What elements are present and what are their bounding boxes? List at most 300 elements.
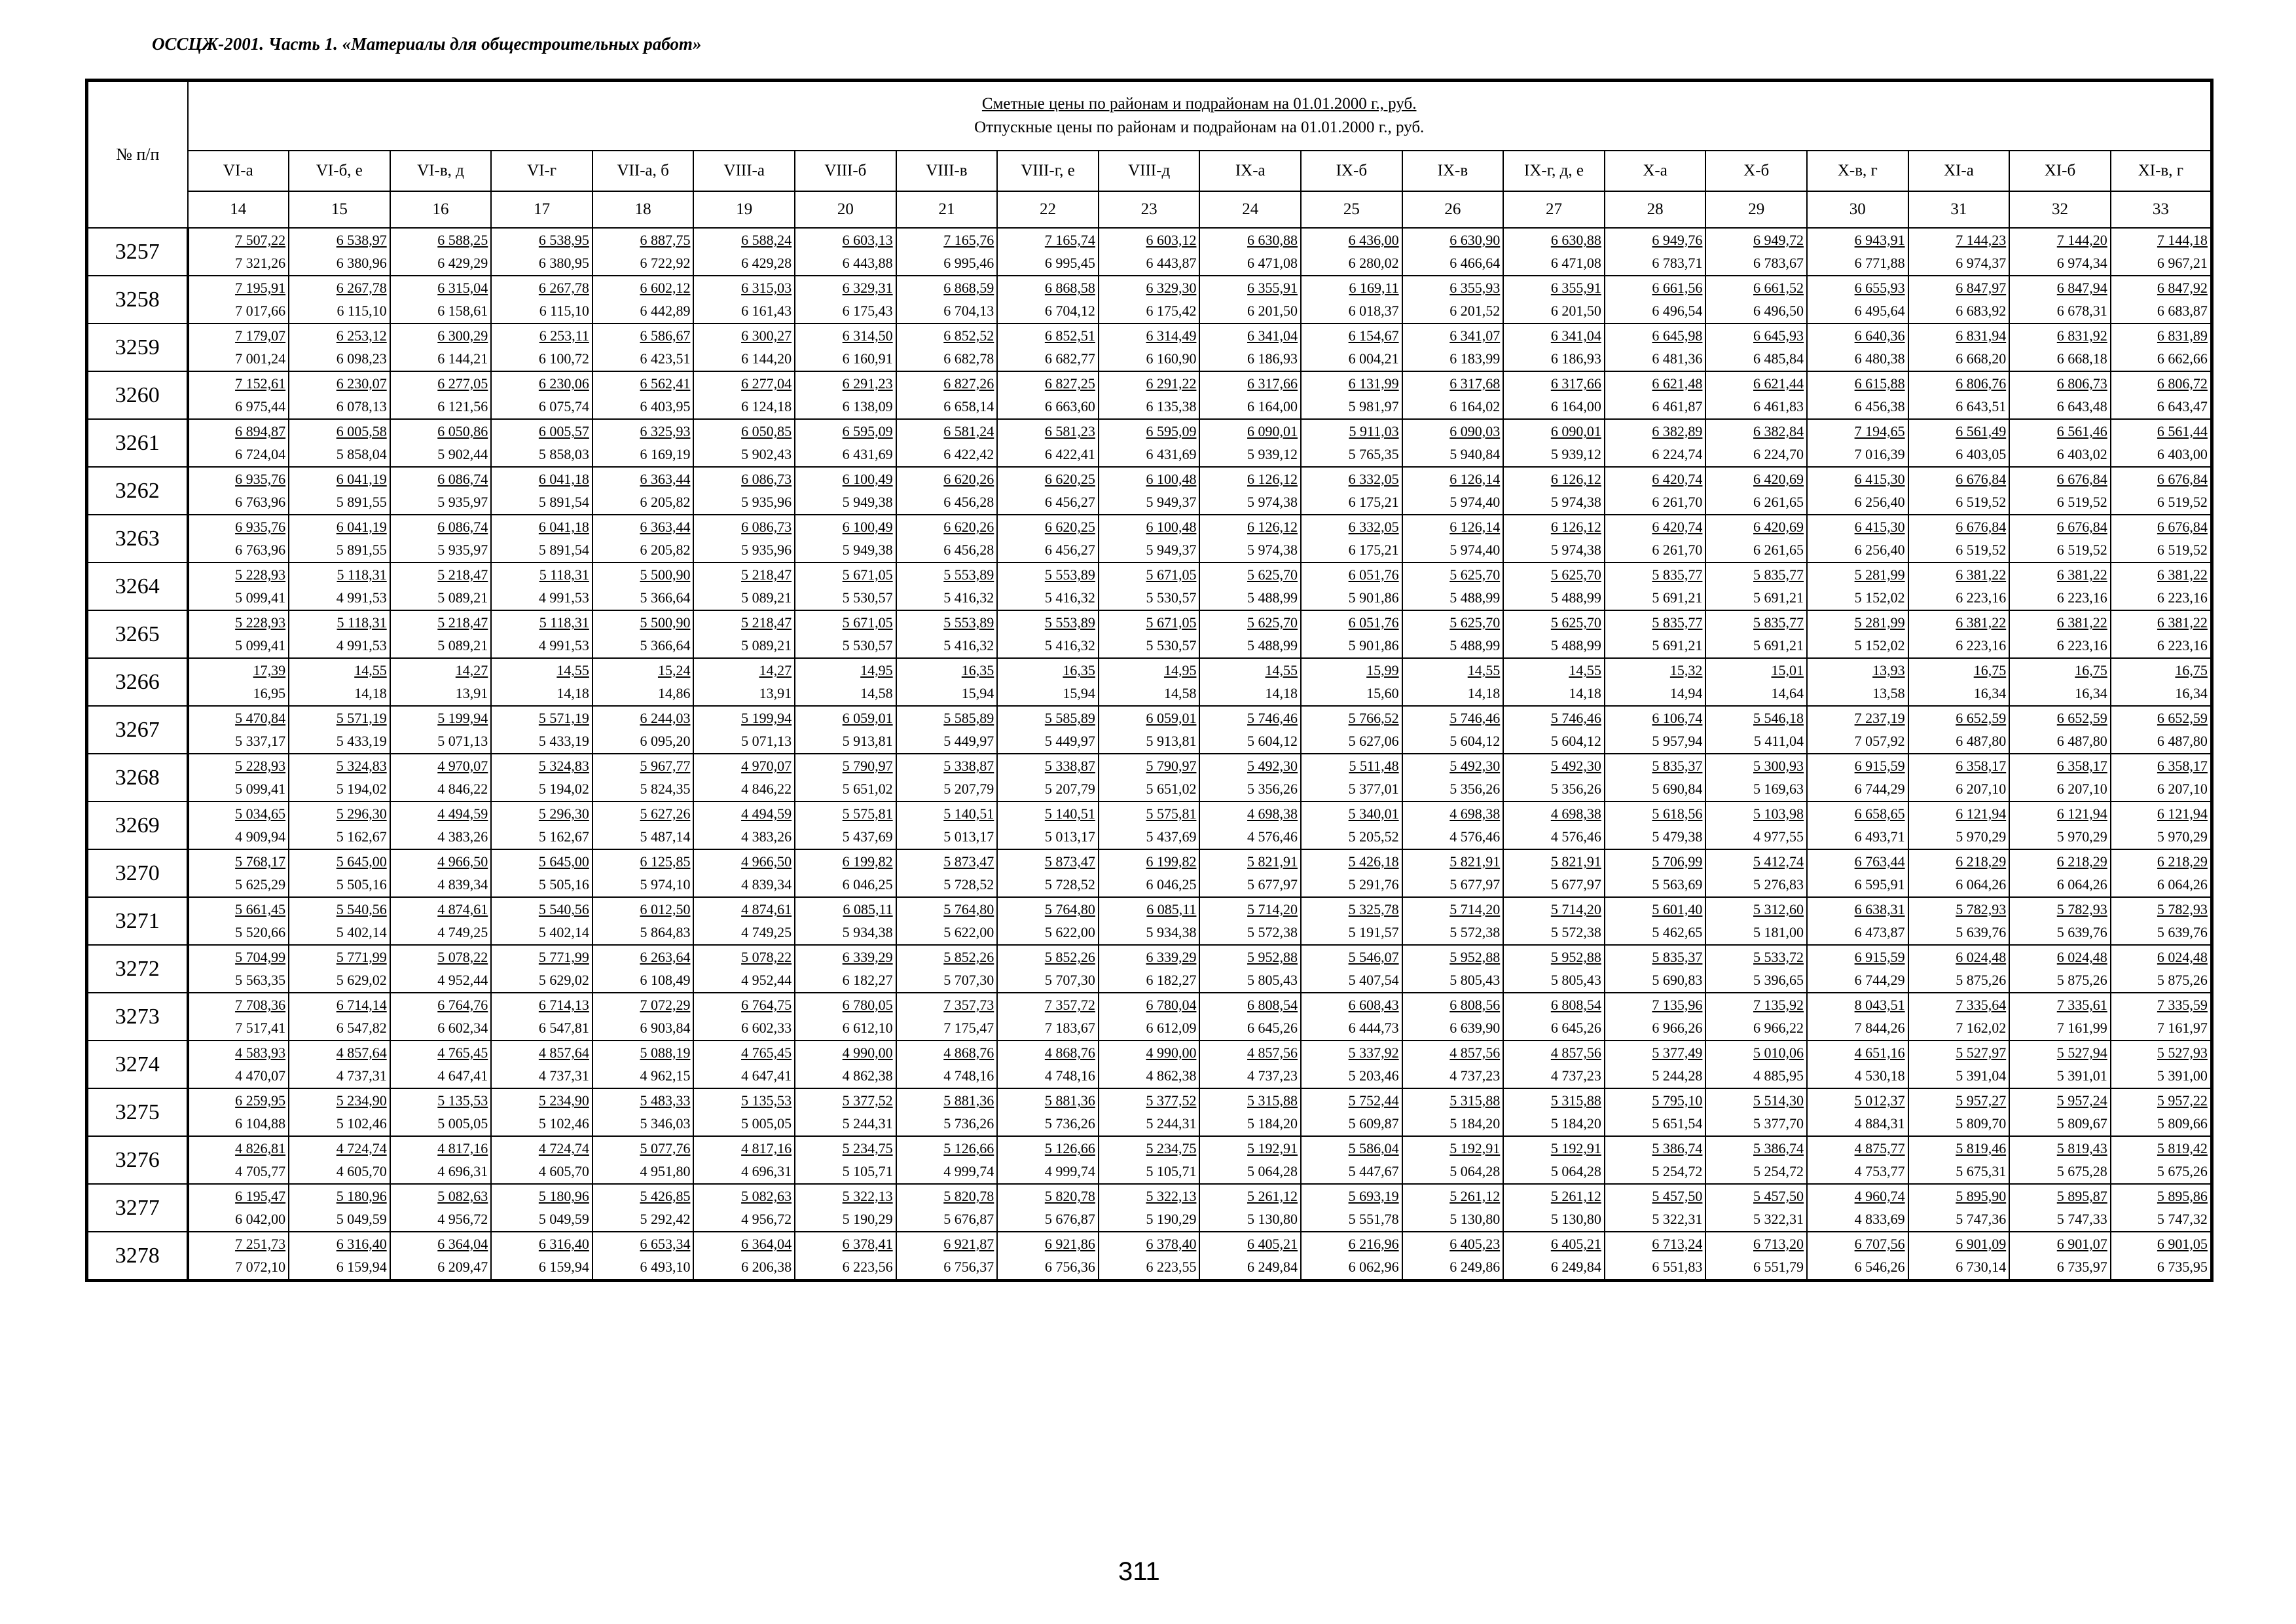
wholesale-price: 5 651,02 xyxy=(1146,781,1197,797)
column-number: 32 xyxy=(2009,191,2111,228)
estimated-price: 5 337,92 xyxy=(1348,1044,1399,1061)
estimated-price: 5 645,00 xyxy=(336,853,387,870)
price-cell xyxy=(1605,1088,1706,1136)
price-cell xyxy=(1807,802,1908,849)
estimated-price: 6 852,51 xyxy=(1044,327,1095,344)
wholesale-price: 5 970,29 xyxy=(1956,828,2007,845)
row-number: 3264 xyxy=(87,563,188,610)
estimated-price: 6 358,17 xyxy=(1956,758,2007,774)
estimated-price: 6 405,21 xyxy=(1247,1236,1298,1252)
estimated-price: 6 121,94 xyxy=(2157,805,2208,822)
wholesale-price: 14,58 xyxy=(1163,685,1197,701)
price-cell xyxy=(795,467,896,515)
price-cell xyxy=(491,371,592,419)
estimated-price: 6 620,25 xyxy=(1044,471,1095,487)
row-number: 3257 xyxy=(87,228,188,276)
wholesale-price: 5 675,31 xyxy=(1956,1163,2007,1179)
estimated-price: 6 676,84 xyxy=(2157,471,2208,487)
wholesale-price: 5 130,80 xyxy=(1247,1211,1298,1227)
wholesale-price: 6 104,88 xyxy=(235,1115,286,1132)
estimated-price: 5 140,51 xyxy=(1044,805,1095,822)
estimated-price: 5 911,03 xyxy=(1349,423,1399,439)
wholesale-price: 5 691,21 xyxy=(1652,637,1703,654)
price-cell xyxy=(1503,802,1605,849)
wholesale-price: 5 805,43 xyxy=(1550,972,1601,988)
price-cell xyxy=(1402,897,1504,945)
region-header: VIII-д xyxy=(1099,151,1200,191)
price-cell xyxy=(1402,515,1504,563)
estimated-price: 6 561,49 xyxy=(1956,423,2007,439)
estimated-price: 5 957,27 xyxy=(1956,1092,2007,1109)
row-number: 3273 xyxy=(87,993,188,1041)
column-number: 25 xyxy=(1301,191,1402,228)
price-cell xyxy=(390,276,492,323)
wholesale-price: 5 622,00 xyxy=(943,924,994,940)
price-cell xyxy=(289,563,390,610)
price-cell xyxy=(390,658,492,706)
estimated-price: 5 228,93 xyxy=(235,758,286,774)
estimated-price: 6 126,12 xyxy=(1247,471,1298,487)
price-cell xyxy=(188,610,289,658)
estimated-price: 6 050,85 xyxy=(741,423,792,439)
estimated-price: 6 051,76 xyxy=(1348,614,1399,631)
estimated-price: 6 363,44 xyxy=(640,471,691,487)
wholesale-price: 5 402,14 xyxy=(336,924,387,940)
estimated-price: 6 358,17 xyxy=(2056,758,2107,774)
estimated-price: 5 140,51 xyxy=(943,805,994,822)
wholesale-price: 6 207,10 xyxy=(1956,781,2007,797)
price-cell xyxy=(1605,945,1706,993)
price-cell xyxy=(188,1184,289,1232)
estimated-price: 6 126,12 xyxy=(1247,519,1298,535)
price-cell xyxy=(592,467,694,515)
wholesale-price: 4 576,46 xyxy=(1247,828,1298,845)
price-cell xyxy=(1199,419,1301,467)
price-cell xyxy=(1199,323,1301,371)
estimated-price: 6 300,29 xyxy=(437,327,488,344)
wholesale-price: 4 862,38 xyxy=(842,1067,893,1084)
wholesale-price: 5 292,42 xyxy=(640,1211,691,1227)
wholesale-price: 6 485,84 xyxy=(1753,350,1804,367)
estimated-price: 6 126,14 xyxy=(1449,471,1501,487)
estimated-price: 6 949,72 xyxy=(1753,232,1804,248)
wholesale-price: 6 280,02 xyxy=(1348,255,1399,271)
estimated-price: 6 420,69 xyxy=(1753,471,1804,487)
estimated-price: 5 281,99 xyxy=(1854,614,1905,631)
estimated-price: 6 041,18 xyxy=(538,519,589,535)
estimated-price: 5 533,72 xyxy=(1753,949,1804,965)
estimated-price: 6 831,94 xyxy=(1956,327,2007,344)
price-cell xyxy=(2009,610,2111,658)
wholesale-price: 6 160,90 xyxy=(1146,350,1197,367)
price-cell xyxy=(997,228,1099,276)
price-cell xyxy=(1301,802,1402,849)
wholesale-price: 5 013,17 xyxy=(1044,828,1095,845)
wholesale-price: 4 647,41 xyxy=(741,1067,792,1084)
estimated-price: 5 457,50 xyxy=(1753,1188,1804,1204)
estimated-price: 6 363,44 xyxy=(640,519,691,535)
wholesale-price: 5 130,80 xyxy=(1449,1211,1501,1227)
price-cell xyxy=(896,754,998,802)
estimated-price: 6 562,41 xyxy=(640,375,691,392)
price-cell xyxy=(1301,1041,1402,1088)
estimated-price: 5 234,90 xyxy=(538,1092,589,1109)
region-header: XI-в, г xyxy=(2111,151,2212,191)
region-header-row xyxy=(87,151,2212,191)
estimated-price: 6 090,01 xyxy=(1550,423,1601,439)
wholesale-price: 6 256,40 xyxy=(1854,494,1905,510)
estimated-price: 6 676,84 xyxy=(2157,519,2208,535)
wholesale-price: 6 224,74 xyxy=(1652,446,1703,462)
wholesale-price: 6 201,50 xyxy=(1247,303,1298,319)
price-cell xyxy=(1605,228,1706,276)
estimated-price: 4 724,74 xyxy=(538,1140,589,1156)
estimated-price: 5 618,56 xyxy=(1652,805,1703,822)
wholesale-price: 4 605,70 xyxy=(538,1163,589,1179)
wholesale-price: 5 505,16 xyxy=(336,876,387,893)
wholesale-price: 5 765,35 xyxy=(1348,446,1399,462)
price-cell xyxy=(491,610,592,658)
wholesale-price: 6 380,96 xyxy=(336,255,387,271)
estimated-price: 7 194,65 xyxy=(1854,423,1905,439)
estimated-price: 5 746,46 xyxy=(1247,710,1298,726)
wholesale-price: 6 643,48 xyxy=(2056,398,2107,415)
wholesale-price: 5 205,52 xyxy=(1348,828,1399,845)
column-number: 20 xyxy=(795,191,896,228)
price-cell xyxy=(188,1232,289,1281)
estimated-price: 5 714,20 xyxy=(1449,901,1501,917)
estimated-price: 6 676,84 xyxy=(1956,471,2007,487)
price-cell xyxy=(2111,228,2212,276)
price-cell xyxy=(289,706,390,754)
estimated-price: 5 625,70 xyxy=(1449,614,1501,631)
price-cell xyxy=(693,371,795,419)
price-cell xyxy=(1099,658,1200,706)
estimated-price: 5 340,01 xyxy=(1348,805,1399,822)
estimated-price: 7 195,91 xyxy=(235,280,286,296)
wholesale-price: 5 935,97 xyxy=(437,542,488,558)
wholesale-price: 5 462,65 xyxy=(1652,924,1703,940)
wholesale-price: 6 683,87 xyxy=(2157,303,2208,319)
wholesale-price: 6 098,23 xyxy=(336,350,387,367)
estimated-price: 6 658,65 xyxy=(1854,805,1905,822)
estimated-price: 5 957,24 xyxy=(2056,1092,2107,1109)
wholesale-price: 6 487,80 xyxy=(1956,733,2007,749)
estimated-price: 6 012,50 xyxy=(640,901,691,917)
wholesale-price: 5 639,76 xyxy=(2157,924,2208,940)
estimated-price: 5 967,77 xyxy=(640,758,691,774)
wholesale-price: 5 651,02 xyxy=(842,781,893,797)
wholesale-price: 5 875,26 xyxy=(1956,972,2007,988)
wholesale-price: 5 809,66 xyxy=(2157,1115,2208,1132)
price-cell xyxy=(1605,276,1706,323)
price-cell xyxy=(2009,563,2111,610)
wholesale-price: 5 184,20 xyxy=(1449,1115,1501,1132)
table-row xyxy=(87,276,2212,323)
estimated-price: 6 652,59 xyxy=(2157,710,2208,726)
estimated-price: 5 527,93 xyxy=(2157,1044,2208,1061)
price-cell xyxy=(188,658,289,706)
price-cell xyxy=(1402,706,1504,754)
wholesale-price: 7 161,97 xyxy=(2157,1020,2208,1036)
price-cell xyxy=(1402,1232,1504,1281)
estimated-price: 5 895,90 xyxy=(1956,1188,2007,1204)
wholesale-price: 6 975,44 xyxy=(235,398,286,415)
wholesale-price: 5 346,03 xyxy=(640,1115,691,1132)
price-cell xyxy=(2111,1088,2212,1136)
price-cell xyxy=(1908,945,2010,993)
price-cell xyxy=(1099,467,1200,515)
price-cell xyxy=(1099,1136,1200,1184)
estimated-price: 5 281,99 xyxy=(1854,566,1905,583)
estimated-price: 6 764,75 xyxy=(741,997,792,1013)
wholesale-price: 6 704,13 xyxy=(943,303,994,319)
estimated-price: 5 180,96 xyxy=(336,1188,387,1204)
estimated-price: 6 676,84 xyxy=(2056,519,2107,535)
estimated-price: 6 100,49 xyxy=(842,519,893,535)
price-cell xyxy=(1807,515,1908,563)
price-cell xyxy=(795,658,896,706)
wholesale-price: 5 433,19 xyxy=(336,733,387,749)
price-cell xyxy=(592,371,694,419)
wholesale-price: 5 974,38 xyxy=(1247,542,1298,558)
price-cell xyxy=(188,706,289,754)
table-title xyxy=(188,81,2212,151)
estimated-price: 6 332,05 xyxy=(1348,471,1399,487)
estimated-price: 6 314,50 xyxy=(842,327,893,344)
price-cell xyxy=(1807,1041,1908,1088)
price-cell xyxy=(795,1088,896,1136)
price-cell xyxy=(1199,563,1301,610)
wholesale-price: 4 846,22 xyxy=(437,781,488,797)
price-cell xyxy=(997,754,1099,802)
wholesale-price: 4 999,74 xyxy=(1044,1163,1095,1179)
price-cell xyxy=(1199,802,1301,849)
price-cell xyxy=(592,563,694,610)
wholesale-price: 4 737,31 xyxy=(336,1067,387,1084)
estimated-price: 6 329,31 xyxy=(842,280,893,296)
price-cell xyxy=(289,1136,390,1184)
price-cell xyxy=(390,1232,492,1281)
estimated-price: 6 943,91 xyxy=(1854,232,1905,248)
price-cell xyxy=(1301,1136,1402,1184)
estimated-price: 4 765,45 xyxy=(741,1044,792,1061)
price-cell xyxy=(1402,1041,1504,1088)
wholesale-price: 5 244,31 xyxy=(1146,1115,1197,1132)
wholesale-price: 6 223,16 xyxy=(2056,589,2107,606)
price-cell xyxy=(491,1184,592,1232)
wholesale-price: 6 108,49 xyxy=(640,972,691,988)
wholesale-price: 5 488,99 xyxy=(1449,589,1501,606)
price-cell xyxy=(1402,993,1504,1041)
price-cell xyxy=(997,323,1099,371)
estimated-price: 6 085,11 xyxy=(1146,901,1197,917)
price-cell xyxy=(997,467,1099,515)
estimated-price: 5 546,07 xyxy=(1348,949,1399,965)
wholesale-price: 5 690,83 xyxy=(1652,972,1703,988)
column-number: 33 xyxy=(2111,191,2212,228)
wholesale-price: 4 885,95 xyxy=(1753,1067,1804,1084)
price-cell xyxy=(1605,323,1706,371)
wholesale-price: 14,94 xyxy=(1669,685,1703,701)
estimated-price: 5 199,94 xyxy=(741,710,792,726)
wholesale-price: 5 629,02 xyxy=(538,972,589,988)
table-row xyxy=(87,706,2212,754)
price-cell xyxy=(390,802,492,849)
estimated-price: 7 135,92 xyxy=(1753,997,1804,1013)
wholesale-price: 5 089,21 xyxy=(437,589,488,606)
price-cell xyxy=(1402,276,1504,323)
wholesale-price: 5 064,28 xyxy=(1449,1163,1501,1179)
price-cell xyxy=(1605,467,1706,515)
estimated-price: 4 970,07 xyxy=(741,758,792,774)
estimated-price: 13,93 xyxy=(1872,662,1905,678)
price-cell xyxy=(795,897,896,945)
price-cell xyxy=(289,1041,390,1088)
wholesale-price: 6 175,21 xyxy=(1348,494,1399,510)
price-cell xyxy=(1099,1232,1200,1281)
price-cell xyxy=(1301,228,1402,276)
price-cell xyxy=(1908,849,2010,897)
wholesale-price: 6 164,00 xyxy=(1550,398,1601,415)
price-cell xyxy=(1807,1232,1908,1281)
wholesale-price: 6 223,16 xyxy=(2157,637,2208,654)
estimated-price: 6 277,05 xyxy=(437,375,488,392)
estimated-price: 5 835,77 xyxy=(1753,566,1804,583)
wholesale-price: 5 447,67 xyxy=(1348,1163,1399,1179)
estimated-price: 5 768,17 xyxy=(235,853,286,870)
wholesale-price: 16,34 xyxy=(2075,685,2107,701)
price-cell xyxy=(896,706,998,754)
price-cell xyxy=(289,228,390,276)
price-cell xyxy=(491,1088,592,1136)
wholesale-price: 5 875,26 xyxy=(2157,972,2208,988)
price-cell xyxy=(592,754,694,802)
region-header: X-а xyxy=(1605,151,1706,191)
wholesale-price: 6 547,82 xyxy=(336,1020,387,1036)
price-cell xyxy=(1705,419,1807,467)
price-cell xyxy=(1099,228,1200,276)
estimated-price: 5 082,63 xyxy=(741,1188,792,1204)
estimated-price: 6 300,27 xyxy=(741,327,792,344)
title-line-wholesale: Отпускные цены по районам и подрайонам на 01.01.2000 г., руб. xyxy=(974,119,1425,136)
wholesale-price: 5 449,97 xyxy=(943,733,994,749)
price-cell xyxy=(1705,1041,1807,1088)
estimated-price: 4 874,61 xyxy=(741,901,792,917)
estimated-price: 5 601,40 xyxy=(1652,901,1703,917)
price-cell xyxy=(1605,993,1706,1041)
price-cell xyxy=(1199,706,1301,754)
wholesale-price: 6 519,52 xyxy=(1956,542,2007,558)
wholesale-price: 5 416,32 xyxy=(943,637,994,654)
price-cell xyxy=(1503,897,1605,945)
estimated-price: 6 405,23 xyxy=(1449,1236,1501,1252)
price-cell xyxy=(491,276,592,323)
document-header: ОССЦЖ-2001. Часть 1. «Материалы для общестроительных работ» xyxy=(152,34,702,54)
price-cell xyxy=(2009,945,2111,993)
price-cell xyxy=(1503,610,1605,658)
price-cell xyxy=(1402,658,1504,706)
estimated-price: 5 300,93 xyxy=(1753,758,1804,774)
wholesale-price: 4 991,53 xyxy=(538,637,589,654)
estimated-price: 5 312,60 xyxy=(1753,901,1804,917)
estimated-price: 6 041,18 xyxy=(538,471,589,487)
wholesale-price: 6 201,50 xyxy=(1550,303,1601,319)
wholesale-price: 6 223,16 xyxy=(1956,637,2007,654)
price-cell xyxy=(1199,515,1301,563)
price-cell xyxy=(289,610,390,658)
price-cell xyxy=(896,563,998,610)
wholesale-price: 5 105,71 xyxy=(1146,1163,1197,1179)
price-cell xyxy=(1908,658,2010,706)
wholesale-price: 6 744,29 xyxy=(1854,781,1905,797)
wholesale-price: 15,60 xyxy=(1366,685,1399,701)
estimated-price: 7 072,29 xyxy=(640,997,691,1013)
price-cell xyxy=(1199,1232,1301,1281)
wholesale-price: 5 676,87 xyxy=(943,1211,994,1227)
price-cell xyxy=(491,1232,592,1281)
estimated-price: 6 608,43 xyxy=(1348,997,1399,1013)
estimated-price: 6 100,49 xyxy=(842,471,893,487)
wholesale-price: 4 530,18 xyxy=(1854,1067,1905,1084)
estimated-price: 5 012,37 xyxy=(1854,1092,1905,1109)
estimated-price: 4 698,38 xyxy=(1247,805,1298,822)
price-cell xyxy=(1908,802,2010,849)
price-cell xyxy=(795,563,896,610)
price-cell xyxy=(2111,802,2212,849)
wholesale-price: 4 705,77 xyxy=(235,1163,286,1179)
price-cell xyxy=(1503,706,1605,754)
price-cell xyxy=(1705,802,1807,849)
price-cell xyxy=(896,993,998,1041)
region-header: VIII-в xyxy=(896,151,998,191)
wholesale-price: 5 639,76 xyxy=(1956,924,2007,940)
price-cell xyxy=(188,563,289,610)
estimated-price: 6 100,48 xyxy=(1146,519,1197,535)
price-cell xyxy=(1807,945,1908,993)
wholesale-price: 5 102,46 xyxy=(538,1115,589,1132)
estimated-price: 6 420,74 xyxy=(1652,471,1703,487)
wholesale-price: 5 736,26 xyxy=(943,1115,994,1132)
wholesale-price: 5 604,12 xyxy=(1247,733,1298,749)
price-cell xyxy=(1099,371,1200,419)
price-cell xyxy=(1908,897,2010,945)
table-row xyxy=(87,610,2212,658)
estimated-price: 5 527,97 xyxy=(1956,1044,2007,1061)
price-cell xyxy=(1605,610,1706,658)
wholesale-price: 5 949,37 xyxy=(1146,494,1197,510)
table-row xyxy=(87,371,2212,419)
price-cell xyxy=(289,945,390,993)
price-cell xyxy=(390,228,492,276)
price-cell xyxy=(693,610,795,658)
estimated-price: 7 335,61 xyxy=(2056,997,2107,1013)
wholesale-price: 6 643,51 xyxy=(1956,398,2007,415)
price-cell xyxy=(997,419,1099,467)
table-row xyxy=(87,658,2212,706)
wholesale-price: 5 487,14 xyxy=(640,828,691,845)
wholesale-price: 6 668,20 xyxy=(1956,350,2007,367)
price-cell xyxy=(2111,467,2212,515)
wholesale-price: 5 194,02 xyxy=(538,781,589,797)
estimated-price: 6 602,12 xyxy=(640,280,691,296)
estimated-price: 6 595,09 xyxy=(1146,423,1197,439)
price-cell xyxy=(693,706,795,754)
estimated-price: 6 420,69 xyxy=(1753,519,1804,535)
estimated-price: 6 713,24 xyxy=(1652,1236,1703,1252)
estimated-price: 6 126,12 xyxy=(1550,519,1601,535)
wholesale-price: 5 207,79 xyxy=(1044,781,1095,797)
